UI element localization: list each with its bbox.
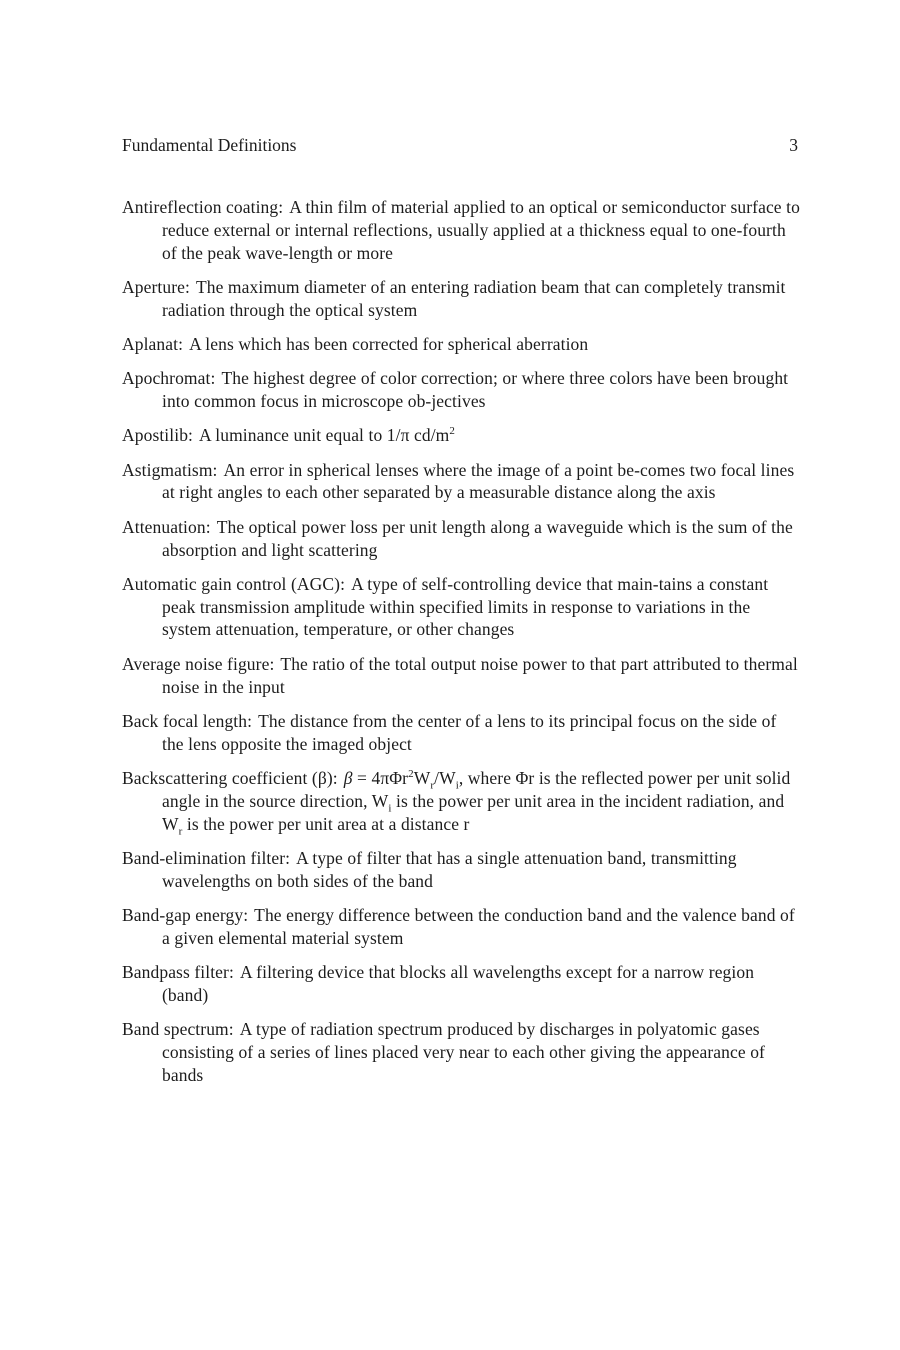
superscript: 2 [449,425,456,438]
subscript: r [430,779,435,792]
page-number: 3 [789,135,798,155]
entry-definition: The energy difference between the conduction band and the valence band of a given elemental material system [162,904,795,948]
entry-definition: A luminance unit equal to 1/π cd/m [199,425,450,446]
entry-definition: The optical power loss per unit length along a waveguide which is the sum of the absorption and light scattering [162,516,793,560]
entry-definition: The ratio of the total output noise power to that part attributed to thermal noise in the input [162,653,798,697]
definition-entry [122,573,802,641]
superscript: 2 [408,768,414,781]
running-header [122,134,800,158]
entry-term: Backscattering coefficient (β): [122,767,338,788]
entry-definition: The maximum diameter of an entering radiation beam that can completely transmit radiation through the optical system [162,276,786,320]
definition-entry [122,904,802,950]
entry-definition: A type of filter that has a single attenuation band, transmitting wavelengths on both sides of the band [162,847,737,891]
entry-definition: , where Φr is the reflected power per unit solid angle in the source direction, W [162,767,791,811]
subscript: i [455,779,459,792]
entry-definition: A filtering device that blocks all wavelengths except for a narrow region (band) [162,962,755,1005]
definition-entry [122,1018,802,1086]
entry-term: Band spectrum: [122,1019,234,1040]
header-title: Fundamental Definitions [122,135,297,155]
definition-list [122,196,802,1098]
entry-term: Back focal length: [122,710,253,731]
definition-entry [122,710,802,756]
definition-entry [122,424,802,447]
definition-entry [122,276,802,322]
definition-entry [122,847,802,893]
entry-term: Apostilib: [122,425,194,446]
entry-definition: The distance from the center of a lens to its principal focus on the side of the lens opposite the imaged object [162,710,777,754]
formula-part: W [413,767,431,788]
entry-term: Attenuation: [122,516,211,537]
entry-term: Antireflection coating: [122,197,284,217]
entry-term: Aplanat: [122,333,184,354]
definition-entry [122,367,802,413]
entry-term: Apochromat: [122,368,216,389]
definition-entry [122,459,802,505]
entry-term: Band-elimination filter: [122,847,291,868]
entry-definition: is the power per unit area in the incident radiation, and W [162,790,785,834]
formula-beta: β [343,767,353,788]
definition-entry [122,333,802,356]
entry-definition: The highest degree of color correction; or where three colors have been brought into common focus in microscope ob-jectives [162,368,789,412]
entry-definition: A lens which has been corrected for spherical aberration [189,333,589,354]
definition-entry [122,653,802,699]
subscript: i [388,802,392,815]
entry-definition: A thin film of material applied to an optical or semiconductor surface to reduce external or internal reflections, usually applied at a thickness equal to one-fourth of the peak wave-length or more [162,197,800,263]
entry-definition: A type of radiation spectrum produced by discharges in polyatomic gases consisting of a series of lines placed very near to each other giving the appearance of bands [162,1019,765,1085]
entry-term: Astigmatism: [122,459,218,480]
entry-term: Automatic gain control (AGC): [122,573,346,594]
definition-entry [122,961,802,1007]
definition-entry [122,196,802,264]
formula-part: /W [434,767,456,788]
definition-entry [122,516,802,562]
entry-definition: An error in spherical lenses where the image of a point be-comes two focal lines at right angles to each other separated by a measurable distance along the axis [162,459,795,503]
subscript: r [178,825,183,838]
formula-part: = 4πΦr [352,767,409,788]
entry-term: Bandpass filter: [122,962,234,983]
definition-entry [122,767,802,838]
entry-term: Aperture: [122,276,190,297]
entry-definition: is the power per unit area at a distance r [182,813,470,834]
entry-term: Average noise figure: [122,653,275,674]
entry-term: Band-gap energy: [122,904,249,925]
entry-definition: A type of self-controlling device that main-tains a constant peak transmission amplitude within specified limits in response to variations in the system attenuation, temperature, or other changes [162,573,769,640]
